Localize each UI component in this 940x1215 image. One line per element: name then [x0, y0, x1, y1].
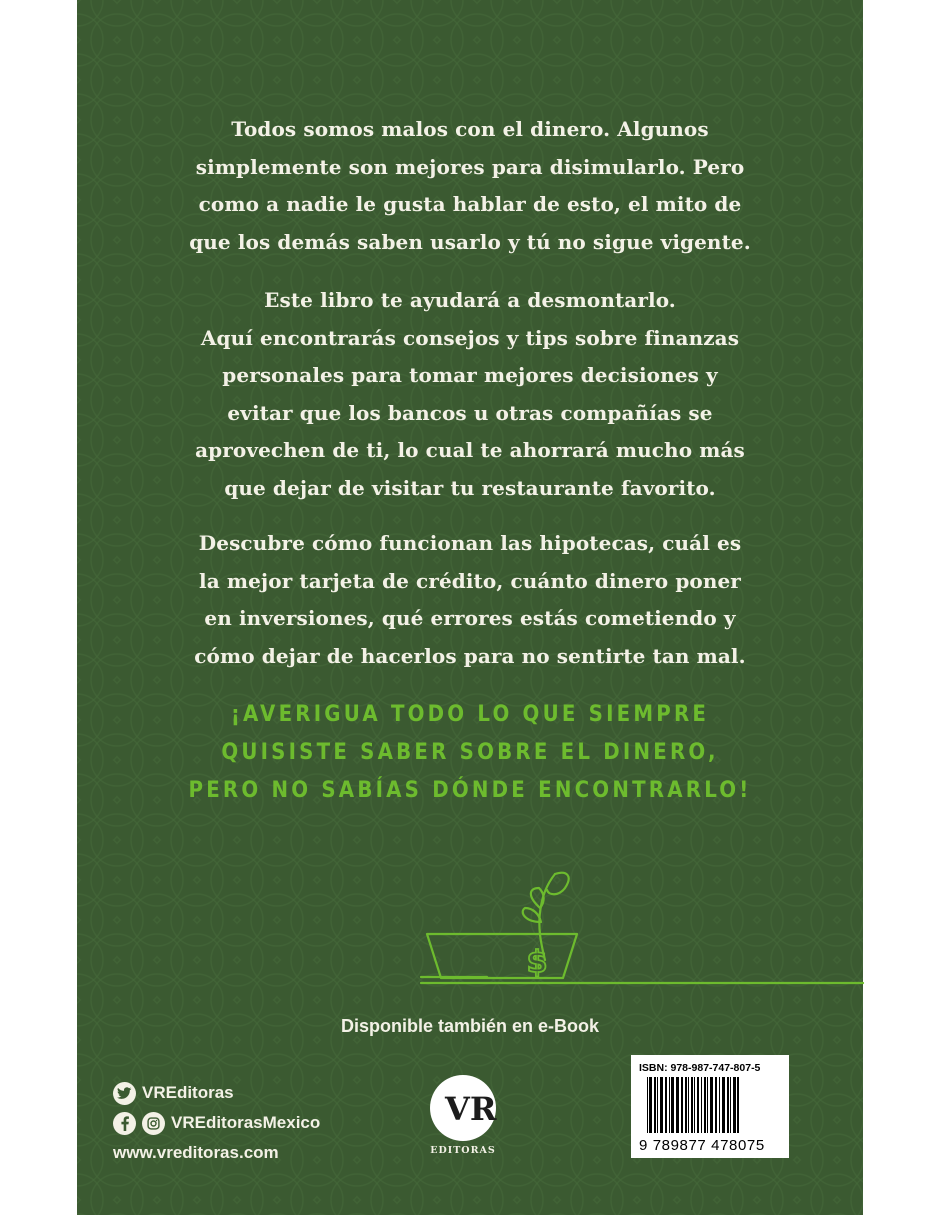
text-line: evitar que los bancos u otras compañías se — [227, 400, 713, 425]
text-line: Este libro te ayudará a desmontarlo. — [264, 288, 676, 312]
facebook-icon — [113, 1112, 136, 1135]
barcode-bar — [660, 1077, 663, 1133]
text-line: Descubre cómo funcionan las hipotecas, cuál es — [198, 531, 742, 555]
barcode-bar — [688, 1077, 689, 1133]
website-link[interactable]: www.vreditoras.com — [113, 1143, 279, 1162]
barcode-bar — [707, 1077, 708, 1133]
barcode-bar — [722, 1077, 725, 1133]
website-row[interactable] — [113, 1138, 320, 1168]
text-line: aprovechen de ti, lo cual te ahorrará mucho más — [195, 438, 745, 463]
barcode-bar — [649, 1077, 652, 1133]
isbn-barcode-box — [631, 1055, 789, 1158]
ebook-note: Disponible también en e-Book — [340, 1016, 600, 1036]
barcode-bar — [733, 1077, 736, 1133]
facebook-instagram-row[interactable] — [113, 1108, 320, 1138]
twitter-icon — [113, 1082, 136, 1105]
twitter-handle: VREditoras — [142, 1083, 234, 1102]
barcode-bar — [701, 1077, 702, 1133]
text-line: cómo dejar de hacerlos para no sentirte tan mal. — [194, 643, 746, 668]
text-line: la mejor tarjeta de crédito, cuánto dinero poner — [199, 568, 741, 593]
barcode-bar — [697, 1077, 699, 1133]
text-line: Aquí encontrarás consejos y tips sobre finanzas — [200, 325, 740, 350]
barcode-bar — [671, 1077, 674, 1133]
twitter-row[interactable] — [113, 1078, 320, 1108]
publisher-name: EDITORAS — [430, 1145, 496, 1156]
text-line: como a nadie le gusta hablar de esto, el mito de — [198, 192, 742, 217]
barcode-bar — [710, 1077, 713, 1133]
tagline-line: PERO NO SABÍAS DÓNDE ENCONTRARLO! — [188, 778, 752, 803]
publisher-logo — [427, 1075, 499, 1156]
svg-text:VR: VR — [445, 1090, 497, 1128]
text-line: que dejar de visitar tu restaurante favorito. — [224, 475, 716, 500]
description-paragraph-3 — [77, 525, 863, 675]
barcode-bar — [715, 1077, 717, 1133]
barcode-bar — [681, 1077, 683, 1133]
plant-pot-dollar-icon — [417, 866, 863, 991]
vr-logo-icon — [439, 1088, 497, 1128]
barcode-bar — [654, 1077, 656, 1133]
instagram-icon — [142, 1112, 165, 1135]
barcode-bar — [647, 1077, 648, 1133]
barcode-bar — [727, 1077, 729, 1133]
barcode-bar — [730, 1077, 731, 1133]
barcode-bar — [691, 1077, 693, 1133]
text-line: personales para tomar mejores decisiones y — [222, 363, 718, 388]
text-line: Todos somos malos con el dinero. Algunos — [231, 117, 709, 141]
barcode-bar — [685, 1077, 687, 1133]
isbn-label: ISBN: 978-987-747-807-5 — [639, 1062, 761, 1074]
barcode-bar — [704, 1077, 706, 1133]
publisher-monogram — [430, 1075, 496, 1141]
barcode-bar — [694, 1077, 695, 1133]
tagline-line: QUISISTE SABER SOBRE EL DINERO, — [221, 740, 719, 765]
text-line: simplemente son mejores para disimularlo. Pero — [195, 154, 745, 179]
barcode-bar — [669, 1077, 670, 1133]
social-links — [113, 1078, 320, 1168]
barcode-digits: 9 789877 478075 — [639, 1137, 765, 1154]
tagline-line: ¡AVERIGUA TODO LO QUE SIEMPRE — [230, 702, 710, 727]
barcode-bar — [657, 1077, 658, 1133]
description-paragraph-2 — [77, 282, 863, 508]
barcode-bar — [665, 1077, 667, 1133]
text-line: que los demás saben usarlo y tú no sigue vigente. — [189, 229, 751, 254]
barcode-bar — [676, 1077, 679, 1133]
barcode-bar — [737, 1077, 739, 1133]
back-cover — [77, 0, 863, 1215]
description-paragraph-1 — [77, 111, 863, 261]
text-line: en inversiones, qué errores estás cometiendo y — [204, 606, 736, 631]
barcode — [639, 1077, 785, 1139]
tagline — [77, 696, 863, 810]
facebook-instagram-handle: VREditorasMexico — [171, 1113, 321, 1132]
barcode-bar — [719, 1077, 720, 1133]
dollar-symbol: $ — [526, 945, 548, 980]
